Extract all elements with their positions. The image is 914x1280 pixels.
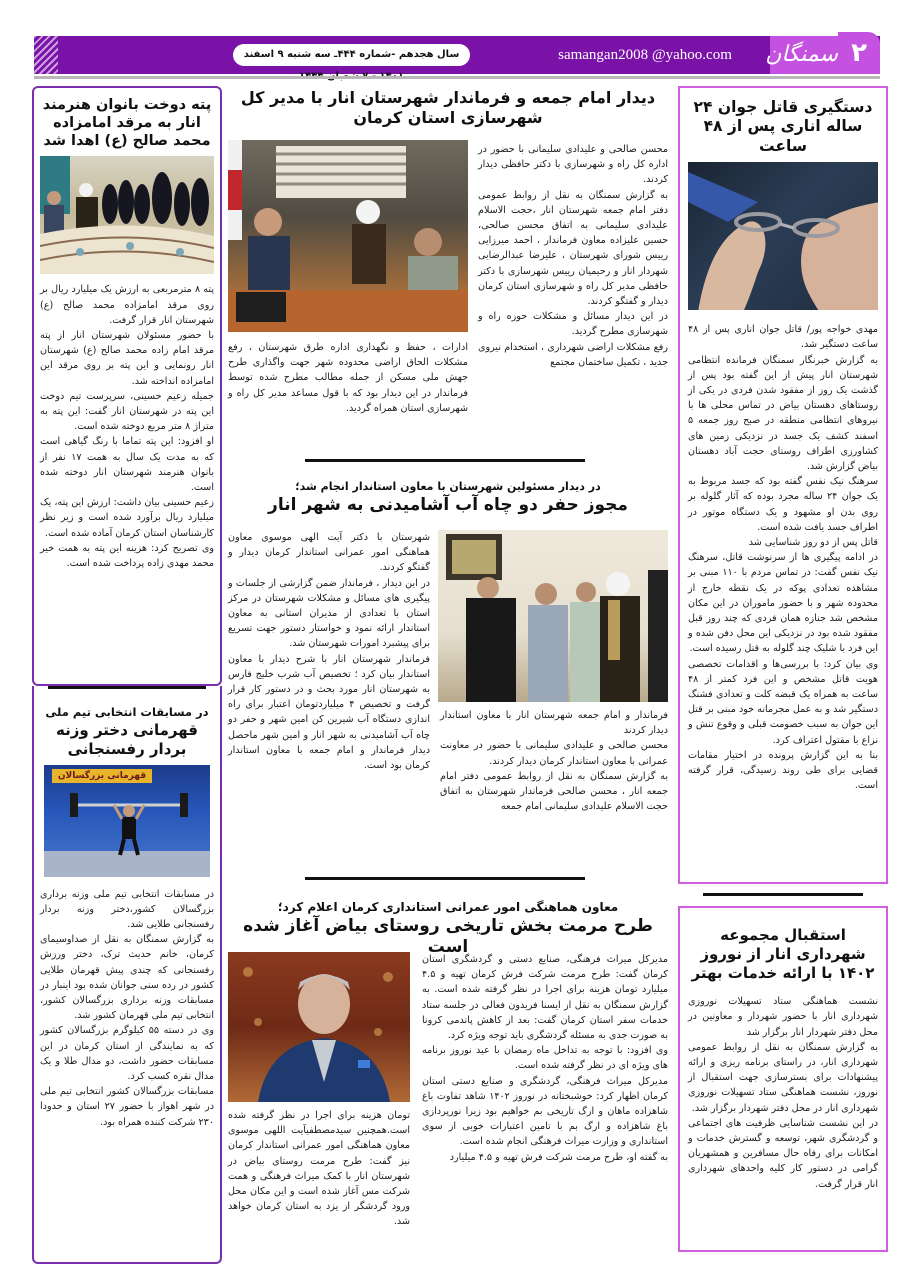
article-kicker: معاون هماهنگی امور عمرانی استانداری کرمان اعلام کرد؛: [277, 900, 619, 914]
article-title: طرح مرمت بخش تاریخی روستای بیاض آغاز شده است: [243, 916, 653, 958]
paragraph: فرماندار شهرستان انار با شرح دیدار با معاون استاندار بیان کرد ؛ تخصیص آب شرب خلیج فارس به شهرستان انار مورد بحث و در دستور کار قرار گرفت و تخصیص ۴ میلیاردتومان اعتبار برای راه اندازی دستگاه آب شیرین کن امین شهر و حفر دو چاه آب آشامیدنی به شهر انار و امین شهر ماحصل دیدار فرماندار و امام جمعه با معاون استاندار کرمان بود است.: [228, 653, 430, 772]
article-title: پته دوخت بانوان هنرمند انار به مرقد امامزاده محمد صالح (ع) اهدا شد: [42, 97, 212, 150]
paragraph: به گزارش سمنگان به نقل از صداوسیمای کرمان، خانم حدیث ترک، دختر ورزش رفسنجانی که چندی پیش قهرمان طلایی کشور در رده سنی جوانان شده بود اینبار در مسابقات وزنه برداری بزرگسالان کشور، انتخابی تیم ملی قهرمان کشور شد.: [40, 934, 214, 1022]
paragraph: در این دیدار مسائل و مشکلات حوزه راه و شهرسازی مطرح گردید.: [478, 311, 668, 338]
issue-info: سال هجدهم -شماره ۴۴۴ـ سه شنبه ۹ اسفند: [233, 44, 470, 66]
paragraph: به گزارش سمنگان به نقل از روابط عمومی دفتر امام جمعه انار ، محسن صالحی فرماندار شهرستان به اتفاق حجت الاسلام علیدادی سلیمانی امام جمعه: [440, 770, 668, 813]
paragraph: به گزارش خبرنگار سمنگان فرمانده انتظامی شهرستان انار پیش از این گفته بود پس از گذشت یک روز از مفقود شدن فردی در یکی از روستاهای دهستان بیاض در تماس محلی ها با نیروهای انتظامی منطقه در صبح روز جمعه ۵ اسفند کشف یک جسد در نزدیکی زمین های کشاورزی اطراف روستای حجت آباد دهستان بیاض گزارش شد.: [688, 354, 878, 472]
page-number: ۲: [838, 32, 880, 74]
contact-email[interactable]: samangan2008 @yahoo.com: [558, 47, 732, 63]
article-body-right: [478, 142, 668, 370]
article-title: دستگیری قاتل جوان ۲۴ ساله اناری پس از ۴۸ ساعت: [693, 98, 873, 155]
handcuffs-photo: [688, 162, 878, 310]
article-carpet: [32, 86, 222, 686]
paragraph: وی بیان کرد: با بررسی‌ها و اقدامات تخصصی هویت قاتل مشخص و این فرد کمتر از ۴۸ ساعت به همراه یک قبضه کلت و تعدادی فشنگ دستگیر شد و به عمل مجرمانه خود مبنی بر قتل این جوان به سبب خصومت قبلی و وقوع تنش و نزاع با مقتول اعتراف کرد.: [688, 658, 878, 746]
photo-banner: قهرمانی بزرگسالان: [52, 769, 152, 783]
paragraph: پته ۸ مترمربعی به ارزش یک میلیارد ریال بر روی مرقد امامزاده محمد صالح (ع) شهرستان انار قرار گرفت.: [40, 284, 214, 326]
paragraph: شهرستان با دکتر آیت الهی موسوی معاون هماهنگی امور عمرانی استاندار کرمان دیدار و گفتگو کردند.: [228, 532, 430, 574]
paragraph: وی در دسته ۵۵ کیلوگرم بزرگسالان کشور که به نمایندگی از استان کرمان در این مسابقات حضور داشت، دو مدال طلا و یک مدال نقره کسب کرد.: [40, 1025, 214, 1082]
section-divider: [48, 686, 206, 689]
article-meeting: [228, 86, 668, 456]
officials-photo: [438, 530, 668, 702]
paragraph: جمیله زعیم حسینی، سرپرست تیم دوخت این پته در شهرستان انار گفت: این پته به متراژ ۸ متر مربع دوخته شده است.: [40, 390, 214, 433]
paragraph: مهدی خواجه پور/ قاتل جوان اناری پس از ۴۸ ساعت دستگیر شد.: [688, 324, 878, 351]
weightlifting-photo: [44, 765, 210, 877]
article-title: استقبال مجموعه شهرداری انار از نوروز ۱۴۰۲ با ارائه خدمات بهتر: [691, 926, 875, 982]
article-body-right: [422, 952, 668, 1165]
article-weightlifting: [32, 686, 222, 1264]
carpet-ceremony-photo: [40, 156, 214, 274]
paragraph: به گفته او، طرح مرمت شرکت فرش تهیه و ۴.۵ میلیارد: [449, 1151, 668, 1163]
paragraph: وی افزود: با توجه به تداخل ماه رمضان با عید نوروز برنامه های ویژه ای در نظر گرفته شده است.: [422, 1045, 668, 1072]
paragraph: مدیرکل میراث فرهنگی، صنایع دستی و گردشگری استان کرمان گفت: طرح مرمت شرکت فرش کرمان تهیه و ۴.۵ میلیارد تومان هزینه برای اجرا در نظر گرفته شده است. به گزارش سمنگان به نقل از ایسنا فریدون فعالی در جلسه ستاد خدمات سفر استان کرمان گفت: بعد از کاهش پاندمی کرونا به صورت جدی به مسئله گردشگری باید توجه ویژه کرد.: [422, 954, 668, 1042]
paragraph: محسن صالحی و علیدادی سلیمانی با حضور در اداره کل راه و شهرسازی با دکتر حافظی دیدار کردند.: [478, 144, 668, 186]
paragraph: قاتل پس از دو روز شناسایی شد: [748, 536, 878, 548]
portrait-scene-icon: [228, 952, 410, 1102]
paragraph: رفع مشکلات اراضی شهرداری ، استخدام نیروی جدید ، تکمیل ساختمان مجتمع: [478, 341, 668, 368]
paragraph: سرهنگ نیک نفس گفته بود که جسد مربوط به یک جوان ۲۴ ساله مجرد بوده که آثار گلوله بر روی بدن او مشهود و یک دستگاه موتور در اطراف جسد یافت شده است.: [688, 476, 878, 533]
section-divider: [305, 459, 585, 462]
article-body-right: [440, 708, 668, 814]
paragraph: به گزارش سمنگان به نقل از روابط عمومی دفتر امام جمعه شهرستان انار ،حجت الاسلام علیدادی سلیمانی به اتفاق محسن صالحی، حسین علیزاده معاون فرماندار ، احمد میرزایی رییس شورای شهرستان ، علیرضا عبدالرضایی شهردار انار و رحیمیان رییس شهرسازی با دکتر حافظی مدیر کل راه و شهرسازی استان کرمان دیدار و گفتگو کردند.: [478, 189, 668, 308]
article-title: قهرمانی دختر وزنه بردار رفسنجانی: [56, 721, 198, 758]
paragraph: با حضور مسئولان شهرستان انار از پته مرقد امام زاده محمد صالح (ع) شهرستان انار رونمایی و این پته بر روی مرقد این امامزاده انداخته شد.: [40, 329, 214, 387]
newspaper-logo: سمنگان: [770, 36, 838, 74]
article-body: [40, 282, 214, 571]
article-body-left: [228, 1108, 410, 1230]
article-nowruz: [678, 906, 888, 1252]
section-divider: [305, 877, 585, 880]
article-title: دیدار امام جمعه و فرماندار شهرستان انار با مدیر کل شهرسازی استان کرمان: [240, 88, 656, 127]
paragraph: او افزود: این پته تماما با رنگ گیاهی است که به مدت یک سال به همت ۱۷ نفر از بانوان هنرمند شهرستان انار دوخته شده است.: [40, 436, 214, 494]
article-kicker: در مسابقات انتخابی تیم ملی: [45, 705, 209, 719]
paragraph: وی تصریح کرد: هزینه این پته به همت خیر محمد مهدی زاده پرداخت شده است.: [40, 542, 214, 570]
officials-scene-icon: [438, 530, 668, 702]
article-arrest: [678, 86, 888, 884]
paragraph: تومان هزینه برای اجرا در نظر گرفته شده است.همچنین سیدمصطفیآیت اللهی موسوی معاون هماهنگی امور عمرانی استاندار کرمان نیز گفت: طرح مرمت روستای بیاض در شهرستان انار با کمک میراث فرهنگی و همت شرکت مس آغاز شده است و این مکان محل ورود گردشگر از یزد به استان کرمان خواهد شد.: [228, 1110, 410, 1228]
official-portrait-photo: [228, 952, 410, 1102]
paragraph: در مسابقات انتخابی تیم ملی وزنه برداری بزرگسالان کشور،دختر وزنه بردار رفسنجانی طلایی شد.: [40, 888, 214, 930]
article-restoration: [228, 896, 668, 1272]
handcuffs-icon: [688, 162, 878, 310]
article-body: [688, 322, 878, 793]
paragraph: محسن صالحی و علیدادی سلیمانی با حضور در معاونت عمرانی با معاون استاندار کرمان دیدار کردند.: [440, 740, 668, 767]
article-body: [40, 887, 214, 1130]
article-kicker: در دیدار مسئولین شهرستان با معاون استاندار انجام شد؛: [295, 480, 601, 493]
meeting-scene-icon: [228, 140, 468, 332]
paragraph: مدیرکل میراث فرهنگی، گردشگری و صنایع دستی استان کرمان اظهار کرد: خوشبختانه در نوروز ۱۴۰۲ شاهد تفاوت باغ شاهزاده ماهان و ارگ تاریخی بم خواهیم بود زیرا نورپردازی باغ شاهزاده و ارگ بم با تامین اعتبارات خوبی از سوی استانداری و وزارت میراث فرهنگی انجام شده است.: [422, 1075, 668, 1148]
paragraph: نشست هماهنگی ستاد تسهیلات نوروزی شهرداری انار با حضور شهردار و معاونین در محل دفتر شهردار انار برگزار شد: [688, 996, 878, 1038]
article-title: مجوز حفر دو چاه آب آشامیدنی به شهر انار: [268, 495, 628, 515]
paragraph: در این نشست شناسایی ظرفیت های اجتماعی و گردشگری شهر، توسعه و گسترش خدمات و امکانات برای رفاه حال مسافرین و همشهریان گرامی در دستور کار کلیه واحدهای شهرداری انار قرار گرفت.: [688, 1117, 878, 1190]
paragraph: در این دیدار ، فرماندار ضمن گزارشی از جلسات و پیگیری های مسائل و مشکلات شهرستان در مرکز استان با تعدادی از مدیران استانی به معاون استاندار ارائه نمود و خواستار دستور جهت تسریع برای پیشبرد امورات شهرستان شد.: [228, 577, 430, 650]
header-divider: [34, 76, 880, 79]
carpet-scene-icon: [40, 156, 214, 274]
masthead-hatch-decoration: [34, 36, 58, 74]
paragraph: بنا به این گزارش پرونده در اختیار مقامات قضایی برای طی روند رسیدگی، قرار گرفته است.: [688, 749, 878, 792]
paragraph: مسابقات بزرگسالان کشور انتخابی تیم ملی در شهر اهواز با حضور ۲۷ استان و حدودا ۲۳۰ شرکت کننده همراه بود.: [40, 1086, 214, 1128]
paragraph: زعیم حسینی بیان داشت: ارزش این پته، یک میلیارد ریال برآورد شده است و زیر نظر کارشناسان استان کرمان آماده شده است.: [40, 497, 214, 539]
section-divider: [703, 893, 863, 896]
article-wells: [228, 474, 668, 874]
paragraph: در ادامه پیگیری ها از سرنوشت قاتل، سرهنگ نیک نفس گفت: در تماس مردم با ۱۱۰ مبنی بر مشاهده تعدادی پوکه در یک نقطه خارج از محدوده شهر و با حضور ماموران در این مکان مشخص شد جنازه همان فردی که چند روز قبل مفقود شده بود در نزدیکی این محل دفن شده و این فرد با شلیک چند گلوله به قتل رسیده است.: [688, 552, 878, 655]
paragraph: به گزارش سمنگان به نقل از روابط عمومی شهرداری انار، در راستای برنامه ریزی و ارائه پیشنهادات برای بسترسازی جهت استقبال از نوروز، نشست هماهنگی ستاد تسهیلات نوروزی شهرداری انار در محل دفتر شهردار برگزار شد.: [688, 1041, 878, 1114]
article-body-left: [228, 530, 430, 773]
article-body: [688, 994, 878, 1192]
paragraph: ادارات ، حفظ و نگهداری اداره طرق شهرستان ، رفع مشکلات الحاق اراضی محدوده شهر جهت واگذاری طرح جهش ملی مسکن از جمله مطالب مطرح شده توسط فرماندار در این دیدار بود که با قول مساعد مدیر کل راه و شهرسازی استان همراه گردید.: [228, 342, 468, 414]
meeting-photo: [228, 140, 468, 332]
paragraph: فرماندار و امام جمعه شهرستان انار با معاون استاندار دیدار کردند: [440, 710, 668, 737]
article-body-left: [228, 340, 468, 416]
